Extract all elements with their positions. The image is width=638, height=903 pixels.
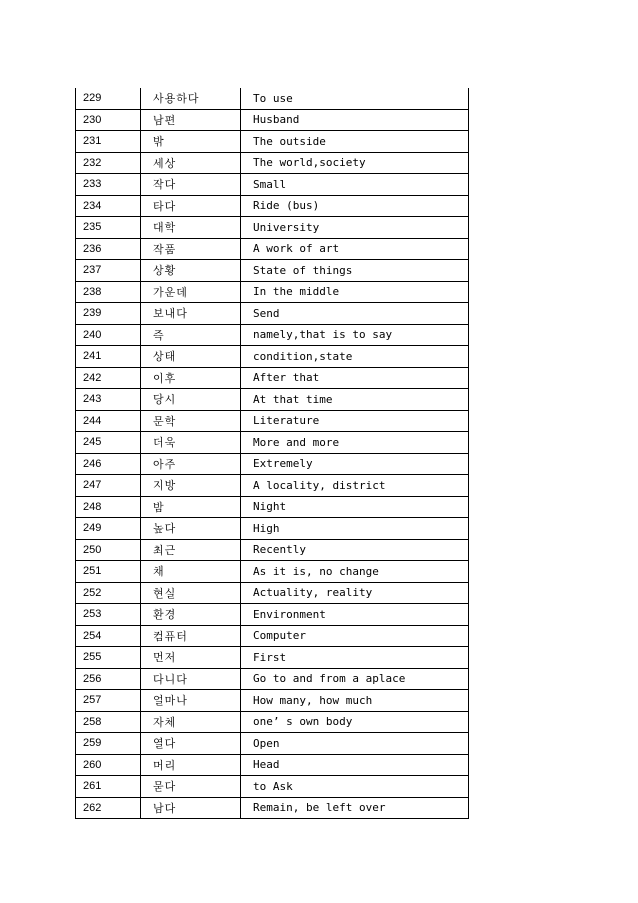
english-meaning: Environment <box>241 604 469 626</box>
word-number: 245 <box>76 432 141 454</box>
word-number: 242 <box>76 367 141 389</box>
english-meaning: A locality, district <box>241 475 469 497</box>
english-meaning: Husband <box>241 109 469 131</box>
word-number: 241 <box>76 346 141 368</box>
word-number: 253 <box>76 604 141 626</box>
vocab-row <box>76 690 469 712</box>
korean-word: 채 <box>141 561 241 583</box>
korean-word: 당시 <box>141 389 241 411</box>
korean-word: 열다 <box>141 733 241 755</box>
korean-word: 상황 <box>141 260 241 282</box>
english-meaning: Small <box>241 174 469 196</box>
english-meaning: condition,state <box>241 346 469 368</box>
vocab-row <box>76 733 469 755</box>
word-number: 239 <box>76 303 141 325</box>
english-meaning: Night <box>241 496 469 518</box>
korean-word: 상태 <box>141 346 241 368</box>
english-meaning: Go to and from a aplace <box>241 668 469 690</box>
vocab-row <box>76 797 469 819</box>
korean-word: 아주 <box>141 453 241 475</box>
word-number: 244 <box>76 410 141 432</box>
english-meaning: Ride (bus) <box>241 195 469 217</box>
korean-word: 컴퓨터 <box>141 625 241 647</box>
vocab-row <box>76 453 469 475</box>
korean-word: 더욱 <box>141 432 241 454</box>
vocab-row <box>76 561 469 583</box>
korean-word: 머리 <box>141 754 241 776</box>
word-number: 258 <box>76 711 141 733</box>
vocab-row <box>76 625 469 647</box>
korean-word: 남다 <box>141 797 241 819</box>
word-number: 231 <box>76 131 141 153</box>
english-meaning: Literature <box>241 410 469 432</box>
korean-word: 보내다 <box>141 303 241 325</box>
vocab-row <box>76 582 469 604</box>
vocab-row <box>76 174 469 196</box>
word-number: 232 <box>76 152 141 174</box>
vocab-row <box>76 195 469 217</box>
korean-word: 현실 <box>141 582 241 604</box>
vocab-row <box>76 432 469 454</box>
english-meaning: Head <box>241 754 469 776</box>
word-number: 260 <box>76 754 141 776</box>
vocab-row <box>76 604 469 626</box>
english-meaning: To use <box>241 88 469 109</box>
korean-word: 최근 <box>141 539 241 561</box>
english-meaning: State of things <box>241 260 469 282</box>
word-number: 250 <box>76 539 141 561</box>
word-number: 252 <box>76 582 141 604</box>
vocab-row <box>76 711 469 733</box>
vocab-row <box>76 475 469 497</box>
vocab-row <box>76 776 469 798</box>
korean-word: 세상 <box>141 152 241 174</box>
word-number: 236 <box>76 238 141 260</box>
english-meaning: At that time <box>241 389 469 411</box>
korean-word: 남편 <box>141 109 241 131</box>
korean-word: 묻다 <box>141 776 241 798</box>
vocab-row <box>76 88 469 109</box>
vocab-row <box>76 109 469 131</box>
vocab-row <box>76 518 469 540</box>
vocab-row <box>76 668 469 690</box>
word-number: 255 <box>76 647 141 669</box>
vocab-row <box>76 367 469 389</box>
english-meaning: to Ask <box>241 776 469 798</box>
korean-word: 작품 <box>141 238 241 260</box>
vocab-row <box>76 754 469 776</box>
korean-word: 대학 <box>141 217 241 239</box>
vocab-row <box>76 324 469 346</box>
korean-word: 즉 <box>141 324 241 346</box>
english-meaning: Remain, be left over <box>241 797 469 819</box>
word-number: 237 <box>76 260 141 282</box>
korean-word: 작다 <box>141 174 241 196</box>
word-number: 247 <box>76 475 141 497</box>
vocab-row <box>76 238 469 260</box>
word-number: 229 <box>76 88 141 109</box>
english-meaning: namely,that is to say <box>241 324 469 346</box>
word-number: 246 <box>76 453 141 475</box>
word-number: 240 <box>76 324 141 346</box>
vocab-row <box>76 217 469 239</box>
word-number: 248 <box>76 496 141 518</box>
word-number: 238 <box>76 281 141 303</box>
korean-word: 환경 <box>141 604 241 626</box>
english-meaning: How many, how much <box>241 690 469 712</box>
word-number: 259 <box>76 733 141 755</box>
english-meaning: Computer <box>241 625 469 647</box>
word-number: 235 <box>76 217 141 239</box>
english-meaning: one’ s own body <box>241 711 469 733</box>
vocab-row <box>76 389 469 411</box>
vocab-row <box>76 152 469 174</box>
word-number: 261 <box>76 776 141 798</box>
vocab-row <box>76 410 469 432</box>
word-number: 262 <box>76 797 141 819</box>
vocab-row <box>76 131 469 153</box>
word-number: 251 <box>76 561 141 583</box>
word-number: 256 <box>76 668 141 690</box>
vocab-row <box>76 260 469 282</box>
english-meaning: As it is, no change <box>241 561 469 583</box>
korean-word: 문학 <box>141 410 241 432</box>
english-meaning: Extremely <box>241 453 469 475</box>
vocab-row <box>76 539 469 561</box>
korean-word: 타다 <box>141 195 241 217</box>
english-meaning: A work of art <box>241 238 469 260</box>
korean-word: 이후 <box>141 367 241 389</box>
korean-word: 지방 <box>141 475 241 497</box>
korean-word: 자체 <box>141 711 241 733</box>
vocab-row <box>76 496 469 518</box>
word-number: 233 <box>76 174 141 196</box>
english-meaning: Open <box>241 733 469 755</box>
word-number: 243 <box>76 389 141 411</box>
korean-word: 얼마나 <box>141 690 241 712</box>
word-number: 249 <box>76 518 141 540</box>
word-number: 230 <box>76 109 141 131</box>
english-meaning: Send <box>241 303 469 325</box>
english-meaning: First <box>241 647 469 669</box>
english-meaning: University <box>241 217 469 239</box>
english-meaning: Recently <box>241 539 469 561</box>
english-meaning: In the middle <box>241 281 469 303</box>
english-meaning: Actuality, reality <box>241 582 469 604</box>
english-meaning: The world,society <box>241 152 469 174</box>
korean-word: 다니다 <box>141 668 241 690</box>
korean-word: 밤 <box>141 496 241 518</box>
vocab-row <box>76 647 469 669</box>
english-meaning: The outside <box>241 131 469 153</box>
korean-word: 가운데 <box>141 281 241 303</box>
vocabulary-table-body <box>76 88 469 819</box>
vocab-row <box>76 346 469 368</box>
vocabulary-table <box>75 88 469 819</box>
english-meaning: High <box>241 518 469 540</box>
korean-word: 사용하다 <box>141 88 241 109</box>
korean-word: 밖 <box>141 131 241 153</box>
word-number: 254 <box>76 625 141 647</box>
word-number: 234 <box>76 195 141 217</box>
english-meaning: After that <box>241 367 469 389</box>
korean-word: 먼저 <box>141 647 241 669</box>
word-number: 257 <box>76 690 141 712</box>
vocab-row <box>76 303 469 325</box>
english-meaning: More and more <box>241 432 469 454</box>
vocab-row <box>76 281 469 303</box>
korean-word: 높다 <box>141 518 241 540</box>
